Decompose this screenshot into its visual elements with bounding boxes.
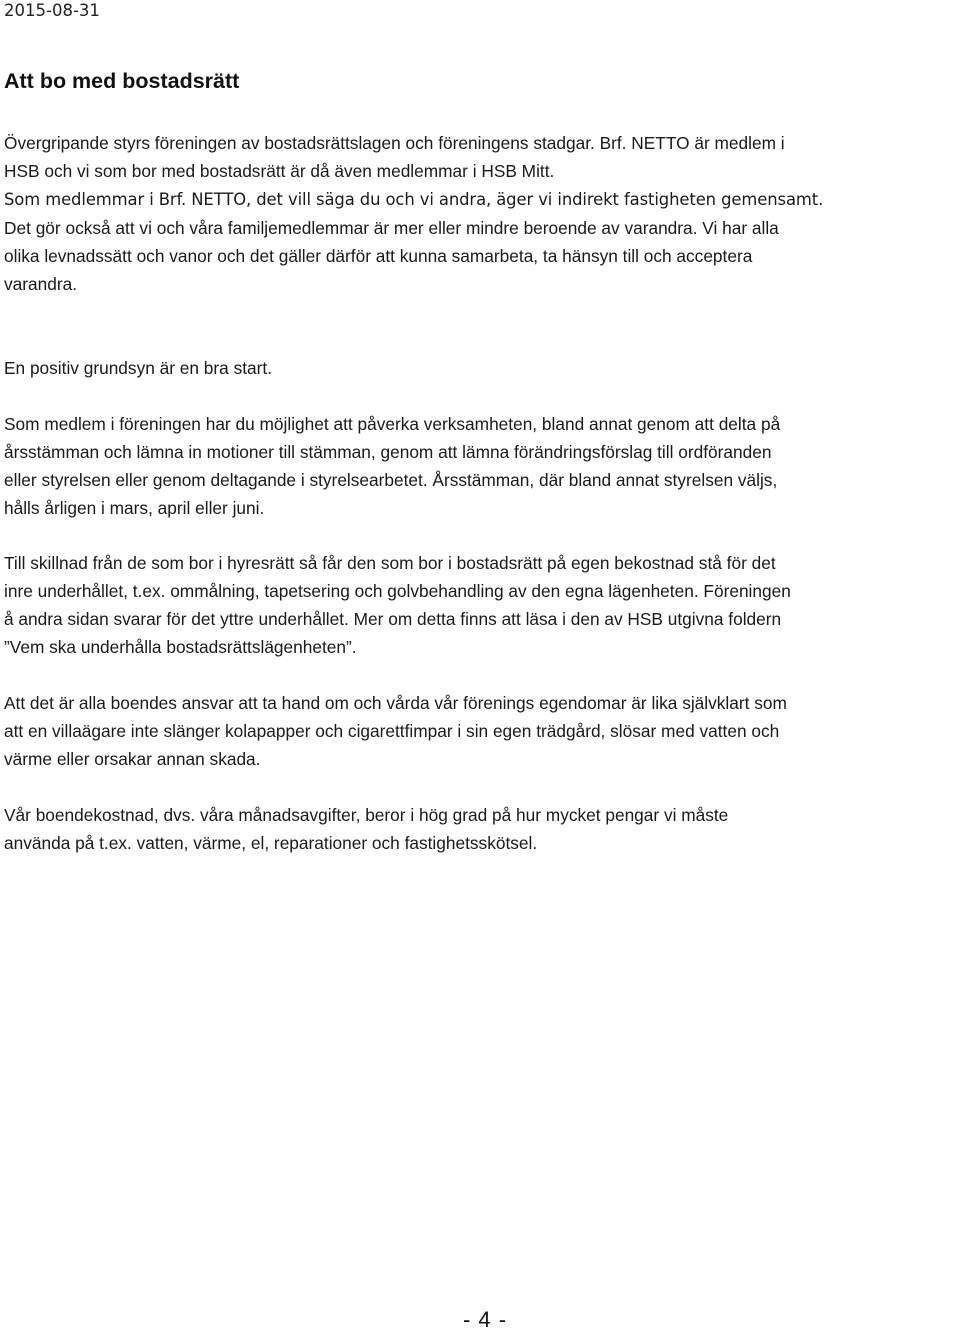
- paragraph-membership: [4, 186, 960, 298]
- paragraph-line: HSB och vi som bor med bostadsrätt är då även medlemmar i HSB Mitt.: [4, 161, 555, 181]
- paragraph-line: Det gör också att vi och våra familjemedlemmar är mer eller mindre beroende av varandra. Vi har alla: [4, 218, 779, 238]
- paragraph-costs: [4, 801, 960, 857]
- paragraph-line: Övergripande styrs föreningen av bostadsrättslagen och föreningens stadgar. Brf. NETTO är medlem i: [4, 133, 785, 153]
- paragraph-line: Att det är alla boendes ansvar att ta hand om och vårda vår förenings egendomar är lika självklart som: [4, 693, 787, 713]
- paragraph-line: olika levnadssätt och vanor och det gäller därför att kunna samarbeta, ta hänsyn till och acceptera: [4, 246, 753, 266]
- page-number: - 4 -: [462, 1307, 508, 1332]
- paragraph-line: varandra.: [4, 274, 78, 294]
- paragraph-line: En positiv grundsyn är en bra start.: [4, 358, 272, 378]
- paragraph-line: Som medlem i föreningen har du möjlighet att påverka verksamheten, bland annat genom att delta på: [4, 414, 781, 434]
- paragraph-line: använda på t.ex. vatten, värme, el, reparationer och fastighetsskötsel.: [4, 833, 538, 853]
- paragraph-line: ”Vem ska underhålla bostadsrättslägenheten”.: [4, 637, 357, 657]
- header-date: 2015-08-31: [4, 1, 100, 20]
- paragraph-line: å andra sidan svarar för det yttre underhållet. Mer om detta finns att läsa i den av HSB utgivna foldern: [4, 609, 782, 629]
- paragraph-line: Till skillnad från de som bor i hyresrätt så får den som bor i bostadsrätt på egen bekostnad stå för det: [4, 553, 776, 573]
- paragraph-positive-attitude: [4, 354, 960, 382]
- paragraph-maintenance: [4, 549, 960, 661]
- paragraph-line: Vår boendekostnad, dvs. våra månadsavgifter, beror i hög grad på hur mycket pengar vi måste: [4, 805, 729, 825]
- document-title: Att bo med bostadsrätt: [4, 69, 240, 93]
- paragraph-responsibility: [4, 689, 960, 773]
- paragraph-line: hålls årligen i mars, april eller juni.: [4, 498, 265, 518]
- paragraph-governance: [4, 129, 960, 185]
- paragraph-line: inre underhållet, t.ex. ommålning, tapetsering och golvbehandling av den egna lägenheten. Föreningen: [4, 581, 791, 601]
- paragraph-influence: [4, 410, 960, 522]
- paragraph-line: Som medlemmar i Brf. NETTO, det vill säga du och vi andra, äger vi indirekt fastigheten gemensamt.: [4, 190, 824, 209]
- paragraph-line: årsstämman och lämna in motioner till stämman, genom att lämna förändringsförslag till ordföranden: [4, 442, 772, 462]
- paragraph-line: att en villaägare inte slänger kolapapper och cigarettfimpar i sin egen trädgård, slösar med vatten och: [4, 721, 780, 741]
- paragraph-line: eller styrelsen eller genom deltagande i styrelsearbetet. Årsstämman, där bland annat styrelsen väljs,: [4, 470, 778, 490]
- paragraph-line: värme eller orsakar annan skada.: [4, 749, 261, 769]
